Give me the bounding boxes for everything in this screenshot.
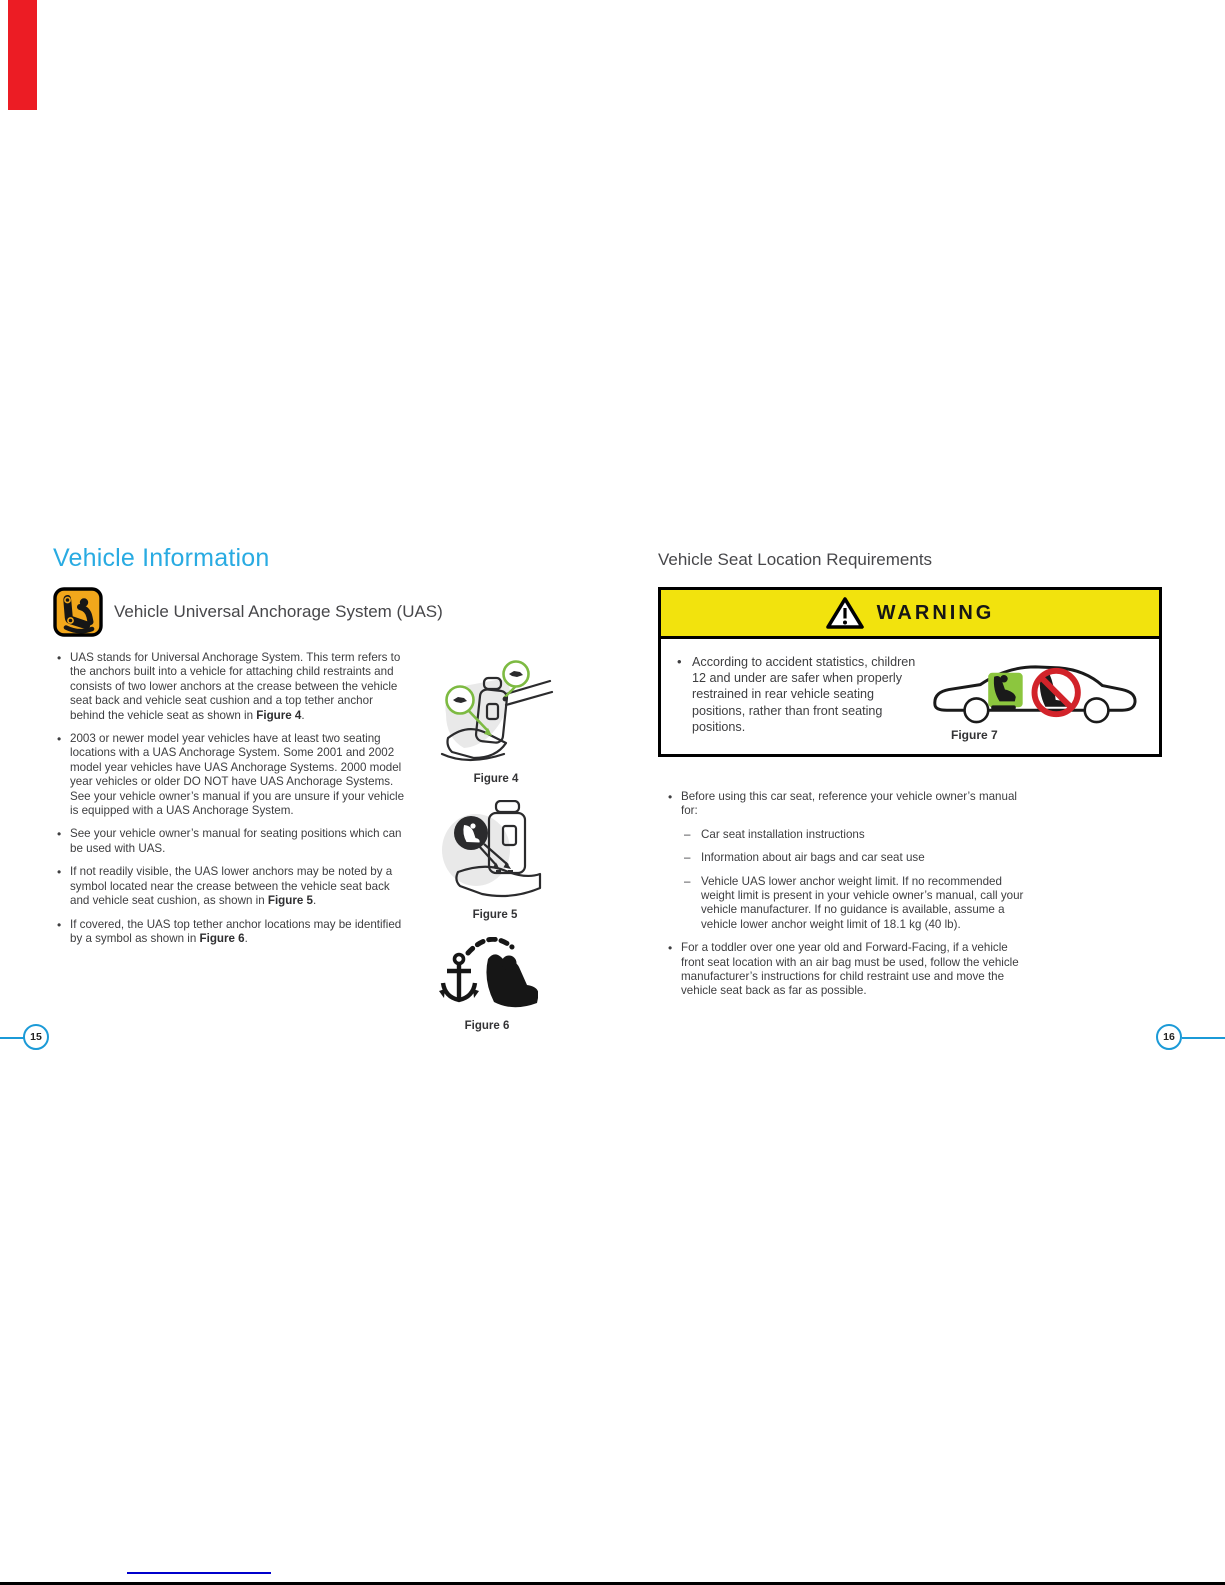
dash-marker: –: [684, 851, 691, 865]
bleed-tab: [8, 0, 37, 110]
bullet-marker: •: [57, 827, 62, 842]
page-number-badge-left: 15: [23, 1024, 49, 1050]
bullet-text: 2003 or newer model year vehicles have at least two seating locations with a UAS Anchorage System. Some 2001 and 2002 model year vehicles have UAS Anchorage Systems. 2000 model year vehicles or older DO NOT have UAS Anchorage Systems. See your vehicle owner’s manual if you are unsure if your vehicle is equipped with a UAS Anchorage System.: [70, 732, 405, 818]
dash-marker: –: [684, 874, 691, 888]
uas-section-header: [53, 587, 523, 637]
bullet-item: [57, 827, 405, 856]
right-page: [658, 550, 1163, 1008]
bullet-item: [57, 651, 405, 723]
warning-triangle-icon: [826, 596, 864, 630]
figure-5-illustration: [440, 800, 550, 921]
requirements-bullet-list: [658, 790, 1028, 999]
figure-caption: Figure 6: [464, 1020, 510, 1032]
bullet-marker: •: [57, 865, 62, 880]
bullet-item: [668, 941, 1028, 999]
bullet-text: See your vehicle owner’s manual for seating positions which can be used with UAS.: [70, 827, 402, 855]
warning-header: [661, 590, 1159, 639]
sub-bullet-item: [684, 828, 1028, 842]
dash-marker: –: [684, 827, 691, 841]
bullet-marker: •: [668, 790, 673, 804]
lower-anchor-symbol-drawing: [440, 800, 550, 902]
bullet-marker: •: [57, 651, 62, 665]
warning-body: [661, 639, 1159, 754]
car-seat-icon: [53, 587, 103, 637]
bullet-marker: •: [668, 941, 673, 956]
bullet-marker: •: [677, 654, 682, 669]
bullet-text: If not readily visible, the UAS lower anchors may be noted by a symbol located near the crease between the vehicle seat back and vehicle seat cushion, as shown in Figure 5.: [70, 865, 393, 908]
page-title: Vehicle Seat Location Requirements: [658, 550, 933, 569]
warning-box: [658, 587, 1162, 757]
owner-manual-sublist: [684, 828, 1028, 932]
car-seating-positions-drawing: [929, 660, 1141, 726]
vehicle-seat-anchors-drawing: [438, 658, 554, 766]
figure-4-illustration: [438, 658, 554, 785]
sub-bullet-text: Information about air bags and car seat use: [701, 851, 925, 865]
bullet-text: If covered, the UAS top tether anchor locations may be identified by a symbol as shown in Figure 6.: [70, 917, 402, 945]
top-tether-anchor-symbol-drawing: [436, 937, 538, 1013]
bullet-text: For a toddler over one year old and Forward-Facing, if a vehicle front seat location with an air bag must be used, follow the vehicle manufacturer’s instructions for child restraint use and move the vehicle seat back as far as possible.: [681, 941, 1019, 998]
bullet-marker: •: [57, 917, 62, 932]
page-number-rule-left: [0, 1037, 25, 1039]
section-heading: Vehicle Universal Anchorage System (UAS): [114, 602, 443, 621]
bullet-item: [57, 732, 405, 818]
figure-7-illustration: [925, 654, 1147, 742]
sub-bullet-text: Vehicle UAS lower anchor weight limit. If no recommended weight limit is present in your vehicle owner’s manual, call your vehicle manufacturer. If no guidance is available, assume a vehicle lower anchor weight limit of 18.1 kg (40 lb).: [701, 874, 1024, 931]
figure-6-illustration: [436, 937, 538, 1032]
warning-text: According to accident statistics, children 12 and under are safer when properly restrained in rear vehicle seating positions, rather than front seating positions.: [692, 655, 916, 734]
warning-bullet: [677, 654, 925, 742]
uas-bullet-list: [53, 651, 405, 946]
bullet-text: UAS stands for Universal Anchorage System. This term refers to the anchors built into a vehicle for attaching child restraints and consists of two lower anchors at the crease between the vehicle seat back and vehicle seat cushion and a top tether anchor behind the vehicle seat as shown in Figure 4.: [70, 651, 401, 722]
warning-title: WARNING: [876, 601, 995, 624]
page-number-rule-right: [1182, 1037, 1225, 1039]
sub-bullet-text: Car seat installation instructions: [701, 827, 865, 841]
bullet-marker: •: [57, 732, 62, 747]
sub-bullet-item: [684, 851, 1028, 865]
sub-bullet-item: [684, 875, 1028, 933]
bullet-item: [57, 918, 405, 947]
bullet-item: [668, 790, 1028, 819]
page-number-badge-right: 16: [1156, 1024, 1182, 1050]
figure-caption: Figure 4: [473, 773, 519, 785]
bullet-text: Before using this car seat, reference your vehicle owner’s manual for:: [681, 790, 1017, 818]
figure-caption: Figure 7: [951, 728, 998, 742]
figure-caption: Figure 5: [472, 909, 518, 921]
footer-blue-rule: [127, 1572, 271, 1574]
page-title: Vehicle Information: [53, 544, 270, 572]
bullet-item: [57, 865, 405, 908]
